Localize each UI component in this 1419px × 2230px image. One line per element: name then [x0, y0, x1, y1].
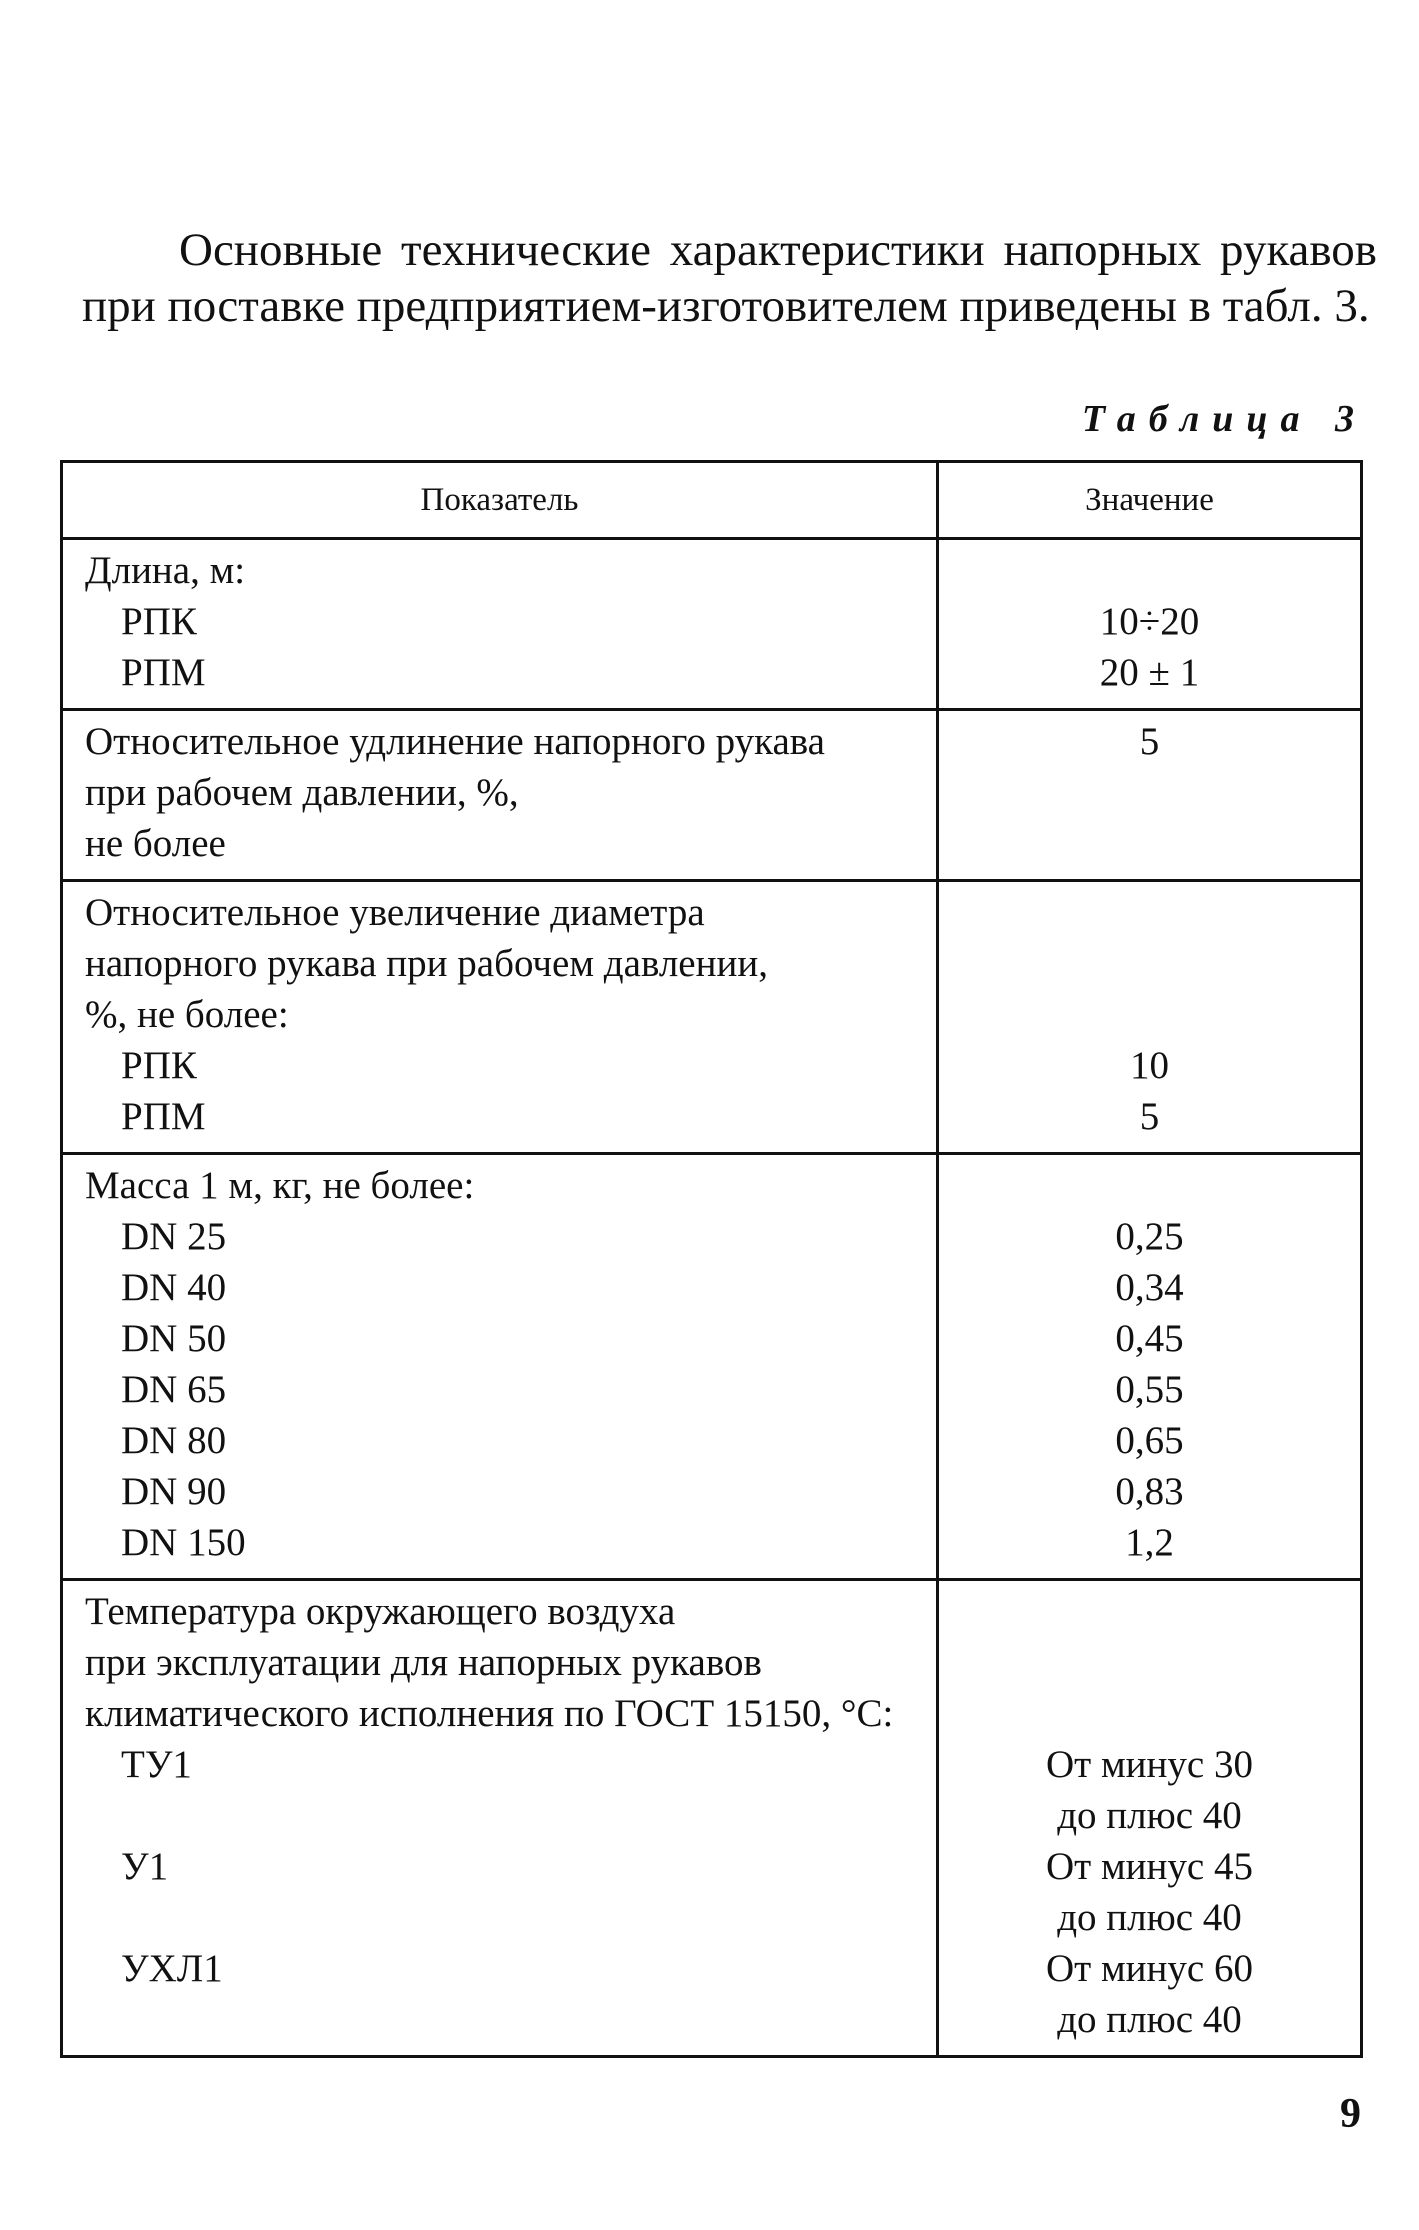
row-temperature-blank-2: [85, 1892, 936, 1943]
row-mass-dn80: DN 80: [121, 1419, 227, 1462]
row-diameter-value-2: [939, 938, 1360, 989]
row-mass-dn90: DN 90: [121, 1470, 227, 1513]
row-diameter-value-rpm: 5: [1139, 1095, 1160, 1138]
row-mass-value-dn40: 0,34: [1115, 1266, 1184, 1309]
row-elongation-line-2: при рабочем давлении, %,: [85, 771, 519, 814]
row-temperature-value-u1-from: От минус 45: [1046, 1845, 1253, 1888]
table-row-diameter-increase: [62, 881, 1362, 1154]
row-mass-dn50: DN 50: [121, 1317, 227, 1360]
row-elongation-line-3: не более: [85, 822, 226, 865]
row-diameter-rpm: РПМ: [121, 1095, 206, 1138]
row-temperature-value: [938, 1580, 1362, 2057]
row-elongation-line-1: Относительное удлинение напорного рукава: [85, 720, 825, 763]
page-number: 9: [1340, 2091, 1361, 2137]
table-row-mass: [62, 1154, 1362, 1580]
table-row-elongation: [62, 710, 1362, 881]
row-elongation-value-1: 5: [1139, 720, 1160, 763]
specifications-table: [60, 460, 1363, 2058]
row-temperature-value-1: [939, 1586, 1360, 1637]
row-temperature-value-2: [939, 1637, 1360, 1688]
row-temperature-uhl1: УХЛ1: [121, 1947, 223, 1990]
row-temperature-name: [62, 1580, 938, 2057]
row-elongation-value: [938, 710, 1362, 881]
row-length-title: Длина, м:: [85, 549, 246, 592]
row-mass-value-dn150: 1,2: [1125, 1521, 1174, 1564]
row-diameter-line-3: %, не более:: [85, 993, 289, 1036]
row-diameter-line-2: напорного рукава при рабочем давлении,: [85, 942, 768, 985]
row-mass-value-dn90: 0,83: [1115, 1470, 1184, 1513]
row-temperature-value-uhl1-from: От минус 60: [1046, 1947, 1253, 1990]
row-mass-dn40: DN 40: [121, 1266, 227, 1309]
row-elongation-value-3: [939, 818, 1360, 869]
row-length-value: [938, 539, 1362, 710]
row-temperature-u1: У1: [121, 1845, 169, 1888]
row-length-rpm: РПМ: [121, 651, 206, 694]
row-temperature-value-3: [939, 1688, 1360, 1739]
row-mass-value-dn80: 0,65: [1115, 1419, 1184, 1462]
row-length-value-rpk: 10÷20: [1099, 600, 1200, 643]
table-caption: Таблица 3: [1081, 398, 1367, 440]
row-temperature-line-2: при эксплуатации для напорных рукавов: [85, 1641, 762, 1684]
row-diameter-value-3: [939, 989, 1360, 1040]
header-indicator: Показатель: [62, 462, 938, 539]
row-mass-value-dn65: 0,55: [1115, 1368, 1184, 1411]
row-elongation-name: [62, 710, 938, 881]
row-mass-dn65: DN 65: [121, 1368, 227, 1411]
row-temperature-blank-1: [85, 1790, 936, 1841]
row-mass-title: Масса 1 м, кг, не более:: [85, 1164, 475, 1207]
header-value: Значение: [938, 462, 1362, 539]
row-mass-dn25: DN 25: [121, 1215, 227, 1258]
row-mass-name: [62, 1154, 938, 1580]
table-row-temperature: [62, 1580, 1362, 2057]
row-temperature-line-1: Температура окружающего воздуха: [85, 1590, 676, 1633]
row-temperature-value-tu1-to: до плюс 40: [1057, 1794, 1242, 1837]
row-length-rpk: РПК: [121, 600, 197, 643]
row-temperature-value-tu1-from: От минус 30: [1046, 1743, 1253, 1786]
row-length-name: [62, 539, 938, 710]
table-header-row: [62, 462, 1362, 539]
table-row-length: [62, 539, 1362, 710]
row-temperature-value-u1-to: до плюс 40: [1057, 1896, 1242, 1939]
intro-paragraph: Основные технические характеристики напорных рукавов при поставке предприятием-изготовителем приведены в табл. 3.: [82, 224, 1377, 332]
row-diameter-value: [938, 881, 1362, 1154]
row-mass-value-blank: [939, 1160, 1360, 1211]
row-diameter-value-1: [939, 887, 1360, 938]
row-temperature-tu1: ТУ1: [121, 1743, 192, 1786]
row-mass-dn150: DN 150: [121, 1521, 246, 1564]
row-length-value-blank: [939, 545, 1360, 596]
row-mass-value-dn25: 0,25: [1115, 1215, 1184, 1258]
row-temperature-value-uhl1-to: до плюс 40: [1057, 1998, 1242, 2041]
row-mass-value: [938, 1154, 1362, 1580]
row-diameter-line-1: Относительное увеличение диаметра: [85, 891, 705, 934]
row-diameter-name: [62, 881, 938, 1154]
row-diameter-rpk: РПК: [121, 1044, 197, 1087]
row-length-value-rpm: 20 ± 1: [1099, 651, 1200, 694]
row-diameter-value-rpk: 10: [1130, 1044, 1169, 1087]
row-temperature-blank-3: [85, 1994, 936, 2045]
row-elongation-value-2: [939, 767, 1360, 818]
row-temperature-line-3: климатического исполнения по ГОСТ 15150, °С:: [85, 1692, 894, 1735]
row-mass-value-dn50: 0,45: [1115, 1317, 1184, 1360]
